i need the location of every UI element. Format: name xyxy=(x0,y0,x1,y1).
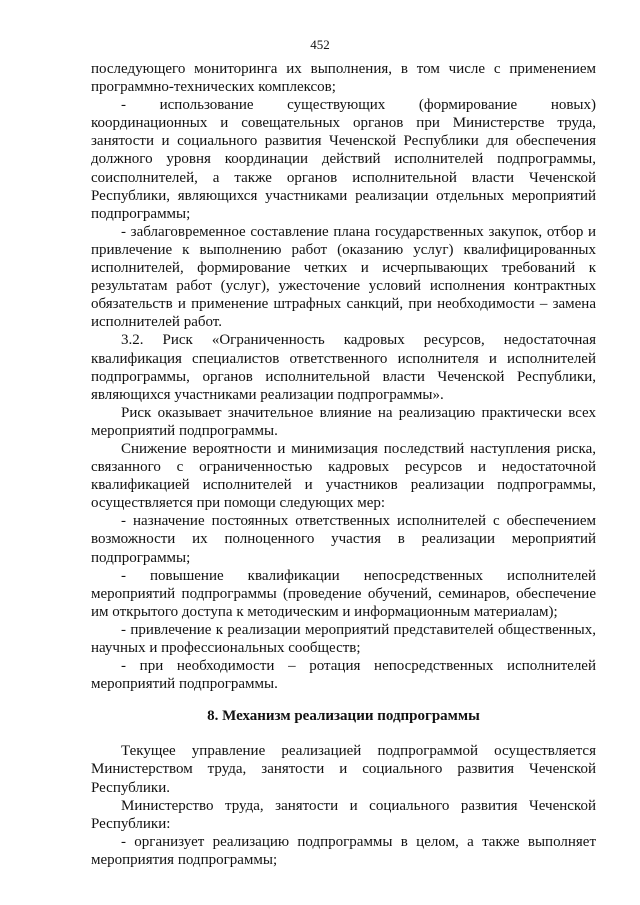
paragraph-monitoring-continuation: последующего мониторинга их выполнения, в том числе с применением программно-технических комплексов; xyxy=(91,61,596,96)
section-heading: 8. Механизм реализации подпрограммы xyxy=(207,708,480,725)
paragraph-current-management: Текущее управление реализацией подпрограммой осуществляется Министерством труда, занятости и социального развития Чеченской Республики. xyxy=(91,743,596,796)
paragraph-permanent-executors: - назначение постоянных ответственных исполнителей с обеспечением возможности их полноценного участия в реализации мероприятий подпрограммы; xyxy=(91,513,596,566)
paragraph-risk-3-2: 3.2. Риск «Ограниченность кадровых ресурсов, недостаточная квалификация специалистов ответственного исполнителя и исполнителей подпрограммы, органов исполнительной власти Чеченской Республики, являющихся участниками реализации подпрограммы». xyxy=(91,332,596,403)
paragraph-procurement-plan: - заблаговременное составление плана государственных закупок, отбор и привлечение к выполнению работ (оказанию услуг) квалифицированных исполнителей, формирование четких и исчерпывающих требований к результатам работ (услуг), ужесточение условий исполнения контрактных обязательств и применение штрафных санкций, при необходимости – замена исполнителей работ. xyxy=(91,223,596,331)
paragraph-qualification: - повышение квалификации непосредственных исполнителей мероприятий подпрограммы (проведение обучений, семинаров, обеспечение им открытого доступа к методическим и информационным материалам); xyxy=(91,567,596,620)
paragraph-rotation: - при необходимости – ротация непосредственных исполнителей мероприятий подпрограммы. xyxy=(91,658,596,693)
paragraph-communities: - привлечение к реализации мероприятий представителей общественных, научных и профессиональных сообществ; xyxy=(91,621,596,656)
paragraph-coordination-bodies: - использование существующих (формирование новых) координационных и совещательных органов при Министерстве труда, занятости и социального развития Чеченской Республики для обеспечения должного уровня координации действий исполнителей подпрограммы, соисполнителей, а также органов исполнительной власти Чеченской Республики, являющихся участниками реализации отдельных мероприятий подпрограммы; xyxy=(91,97,596,222)
paragraph-risk-impact: Риск оказывает значительное влияние на реализацию практически всех мероприятий подпрограммы. xyxy=(91,404,596,439)
page-number: 452 xyxy=(310,37,330,52)
paragraph-risk-mitigation: Снижение вероятности и минимизация последствий наступления риска, связанного с ограниченностью кадровых ресурсов и недостаточной квалификацией исполнителей и участников реализации подпрограммы, осуществляется при помощи следующих мер: xyxy=(91,440,596,512)
page-content xyxy=(91,60,596,869)
paragraph-organizes: - организует реализацию подпрограммы в целом, а также выполняет мероприятия подпрограммы; xyxy=(91,833,596,868)
paragraph-ministry: Министерство труда, занятости и социального развития Чеченской Республики: xyxy=(91,797,596,832)
